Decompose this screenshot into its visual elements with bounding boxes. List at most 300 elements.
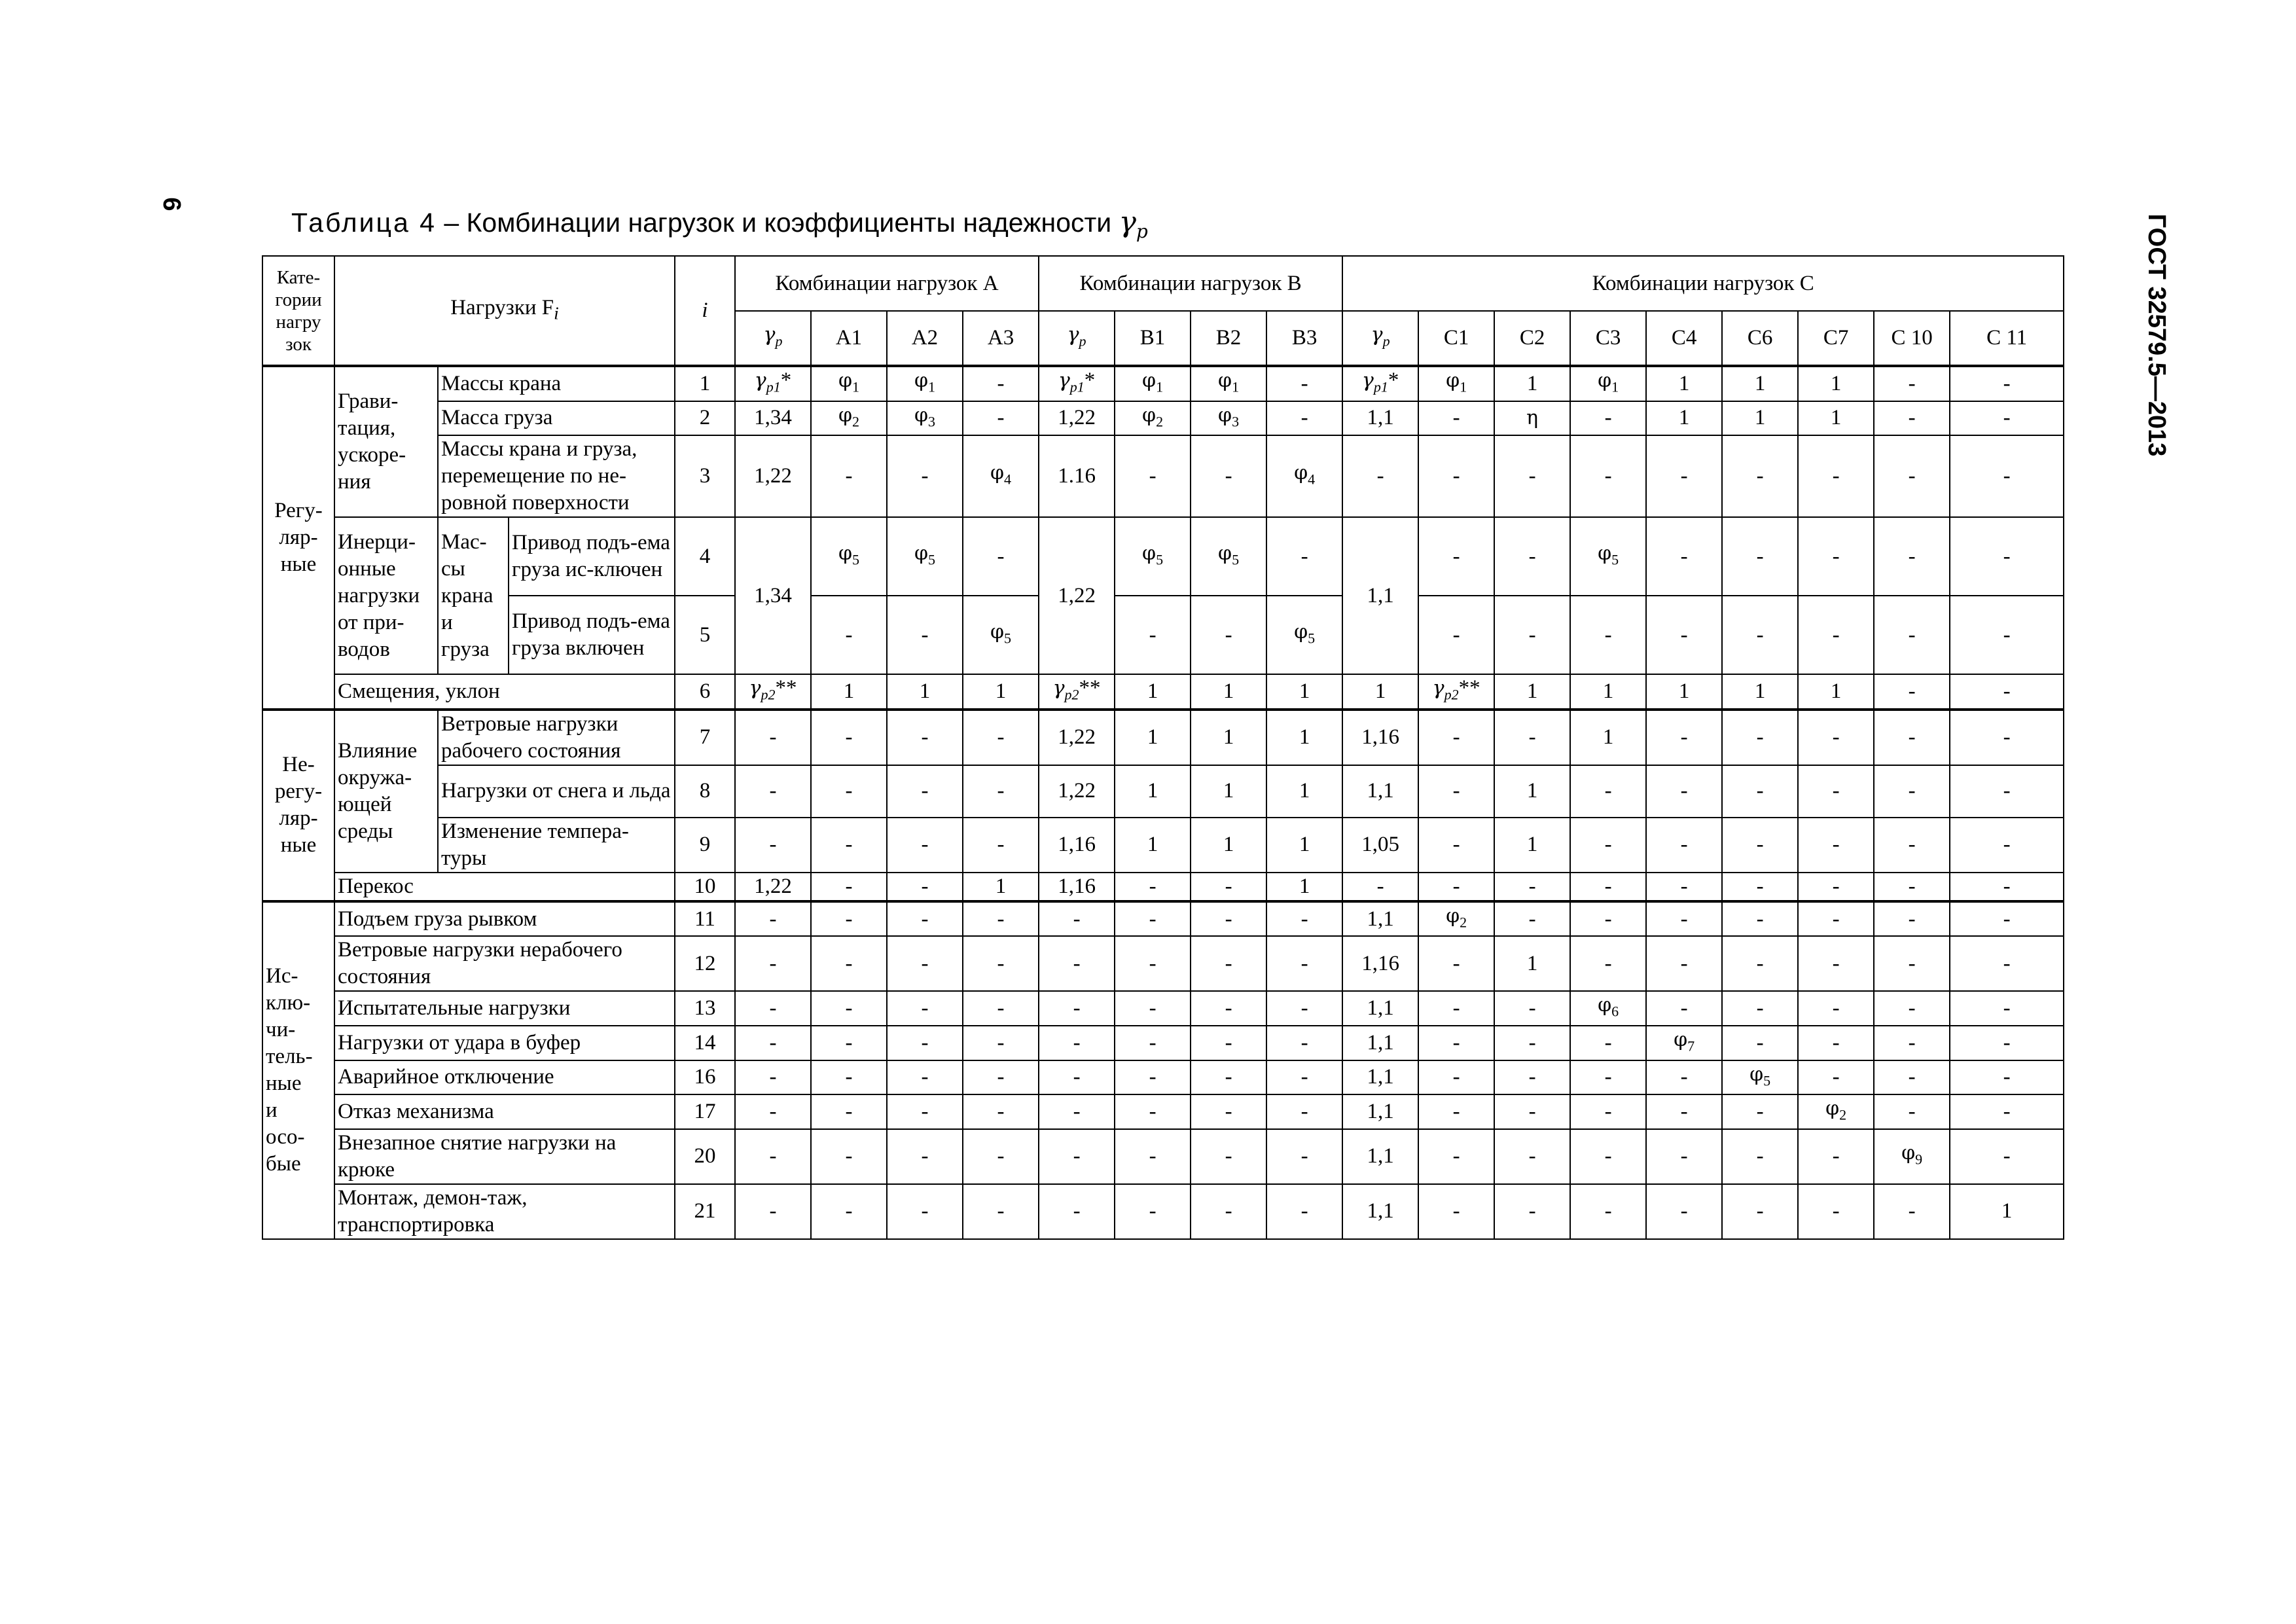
- symbol-phi: φ: [1674, 1028, 1688, 1051]
- header-comb-a: Комбинации нагрузок А: [735, 256, 1039, 311]
- value-cell: [887, 366, 963, 401]
- value-cell: 1,16: [1342, 710, 1418, 765]
- value-cell: -: [1950, 1094, 2064, 1129]
- gamma-p-symbol: γ: [1371, 323, 1383, 347]
- value-cell: 1,1: [1342, 1094, 1418, 1129]
- table-row: [262, 366, 2064, 401]
- value-cell: -: [1798, 765, 1874, 818]
- value-cell: -: [1418, 991, 1494, 1026]
- value-cell: -: [1874, 936, 1950, 991]
- table-row: [262, 991, 2064, 1026]
- value-cell: -: [1266, 901, 1342, 937]
- value-cell: -: [1191, 1026, 1266, 1060]
- header-gamma-p: [1342, 311, 1418, 366]
- value-cell: -: [735, 1184, 811, 1239]
- symbol-phi: φ: [990, 461, 1005, 485]
- symbol-subscript: 5: [1004, 630, 1012, 647]
- symbol-subscript: 5: [1156, 551, 1164, 568]
- value-cell: -: [1874, 1060, 1950, 1095]
- gamma-p-symbol: γ: [763, 323, 776, 347]
- value-cell: 1,22: [1039, 765, 1115, 818]
- value-cell: 1: [963, 873, 1039, 901]
- value-cell: -: [811, 596, 887, 674]
- value-cell: -: [1266, 1026, 1342, 1060]
- value-cell: -: [1646, 936, 1722, 991]
- value-cell: -: [811, 1129, 887, 1184]
- value-cell: -: [1039, 1060, 1115, 1095]
- value-cell: 1,1: [1342, 901, 1418, 937]
- load-label: Ветровые нагрузки нерабочего состояния: [334, 936, 675, 991]
- row-index: 3: [675, 435, 735, 517]
- value-cell: -: [1494, 1094, 1570, 1129]
- value-cell: -: [887, 818, 963, 873]
- value-cell: -: [1115, 1094, 1191, 1129]
- symbol-subscript: 5: [928, 551, 936, 568]
- value-cell: 1,22: [735, 435, 811, 517]
- value-cell: 1: [1950, 1184, 2064, 1239]
- value-cell: -: [1722, 596, 1798, 674]
- value-cell: -: [735, 710, 811, 765]
- value-cell: -: [1266, 936, 1342, 991]
- symbol-phi: φ: [990, 620, 1005, 643]
- value-cell: -: [1950, 401, 2064, 436]
- value-cell: -: [1418, 710, 1494, 765]
- value-cell: -: [1570, 765, 1646, 818]
- value-cell: -: [1950, 901, 2064, 937]
- value-cell: $\gamma_{p1}*$: [735, 366, 811, 401]
- value-cell: -: [1722, 1094, 1798, 1129]
- value-cell: 1: [1722, 366, 1798, 401]
- header-gamma-p: [735, 311, 811, 366]
- load-label: Привод подъ-ема груза включен: [509, 596, 675, 674]
- value-cell: -: [1418, 1094, 1494, 1129]
- value-cell: -: [1950, 517, 2064, 596]
- value-cell: [811, 401, 887, 436]
- header-row-1: [262, 256, 2064, 311]
- value-cell: -: [1798, 596, 1874, 674]
- value-cell: -: [887, 936, 963, 991]
- symbol-subscript: 1: [1156, 378, 1164, 395]
- symbol-phi: φ: [1218, 369, 1232, 392]
- value-cell: 1,22: [1039, 710, 1115, 765]
- value-cell: 1: [1266, 765, 1342, 818]
- value-cell: -: [1722, 765, 1798, 818]
- value-cell: [1418, 901, 1494, 937]
- value-cell: -: [1874, 765, 1950, 818]
- value-cell: -: [735, 936, 811, 991]
- value-cell: -: [1418, 1184, 1494, 1239]
- group-gravity: Грави- тация, ускоре- ния: [334, 366, 438, 517]
- value-cell: -: [1570, 936, 1646, 991]
- row-index: 14: [675, 1026, 735, 1060]
- row-index: 4: [675, 517, 735, 596]
- table-row: [262, 517, 2064, 596]
- table-row: [262, 1094, 2064, 1129]
- load-label: Привод подъ-ема груза ис-ключен: [509, 517, 675, 596]
- value-cell: 1: [1115, 674, 1191, 710]
- value-cell: -: [1418, 1129, 1494, 1184]
- symbol-phi: φ: [838, 541, 853, 565]
- symbol-phi: φ: [1598, 994, 1612, 1017]
- value-cell: 1,34: [735, 401, 811, 436]
- value-cell: -: [1722, 435, 1798, 517]
- symbol-subscript: 1: [1611, 378, 1619, 395]
- symbol-phi: φ: [1446, 369, 1460, 392]
- value-cell: -: [811, 991, 887, 1026]
- value-cell: 1: [1494, 818, 1570, 873]
- value-cell: -: [1191, 991, 1266, 1026]
- value-cell: -: [1874, 401, 1950, 436]
- value-cell: -: [963, 991, 1039, 1026]
- value-cell: -: [1266, 1094, 1342, 1129]
- symbol-subscript: 1: [1460, 378, 1467, 395]
- value-cell: -: [1722, 517, 1798, 596]
- value-cell: -: [1798, 1129, 1874, 1184]
- symbol-phi: φ: [914, 541, 929, 565]
- value-cell: 1: [1191, 710, 1266, 765]
- value-cell: -: [1418, 401, 1494, 436]
- value-cell: -: [1950, 936, 2064, 991]
- value-cell: $\gamma_{p2}**$: [1039, 674, 1115, 710]
- value-cell: $\gamma_{p1}*$: [1342, 366, 1418, 401]
- value-cell: -: [1266, 517, 1342, 596]
- symbol-subscript: 9: [1915, 1151, 1923, 1168]
- value-cell: 1,1: [1342, 517, 1418, 674]
- value-cell: -: [963, 1184, 1039, 1239]
- value-cell: [1494, 401, 1570, 436]
- value-cell: -: [1570, 873, 1646, 901]
- value-cell: -: [1798, 710, 1874, 765]
- value-cell: -: [1874, 517, 1950, 596]
- value-cell: -: [1646, 1060, 1722, 1095]
- value-cell: -: [1874, 991, 1950, 1026]
- value-cell: -: [811, 901, 887, 937]
- value-cell: -: [1950, 596, 2064, 674]
- table-row: [262, 818, 2064, 873]
- value-cell: [1418, 366, 1494, 401]
- table-row: [262, 596, 2064, 674]
- value-cell: -: [1798, 1026, 1874, 1060]
- value-cell: -: [1950, 765, 2064, 818]
- value-cell: 1: [1722, 401, 1798, 436]
- symbol-subscript: 7: [1687, 1038, 1695, 1055]
- value-cell: -: [1874, 710, 1950, 765]
- table-row: [262, 674, 2064, 710]
- symbol-subscript: 2: [1839, 1106, 1847, 1123]
- value-cell: -: [1494, 435, 1570, 517]
- symbol-subscript: 2: [1156, 413, 1164, 430]
- value-cell: [1115, 517, 1191, 596]
- value-cell: 1,22: [735, 873, 811, 901]
- row-index: 21: [675, 1184, 735, 1239]
- value-cell: 1,1: [1342, 1184, 1418, 1239]
- value-cell: -: [1722, 710, 1798, 765]
- value-cell: -: [1722, 901, 1798, 937]
- header-loads-text: Нагрузки F: [450, 296, 554, 320]
- value-cell: -: [887, 435, 963, 517]
- value-cell: -: [1418, 1060, 1494, 1095]
- value-cell: -: [963, 1060, 1039, 1095]
- value-cell: -: [1798, 873, 1874, 901]
- symbol-subscript: p2: [1444, 686, 1459, 703]
- gamma-p-sub: p: [1079, 333, 1086, 350]
- value-cell: -: [1418, 435, 1494, 517]
- row-index: 6: [675, 674, 735, 710]
- symbol-subscript: 1: [928, 378, 936, 395]
- load-label: Массы крана и груза, перемещение по не-ровной поверхности: [438, 435, 675, 517]
- symbol-subscript: p1: [766, 378, 781, 395]
- value-cell: -: [963, 366, 1039, 401]
- value-cell: -: [1039, 1184, 1115, 1239]
- value-cell: [1570, 517, 1646, 596]
- value-cell: -: [1115, 1184, 1191, 1239]
- value-cell: -: [1798, 435, 1874, 517]
- value-cell: -: [1039, 991, 1115, 1026]
- value-cell: -: [1115, 596, 1191, 674]
- value-cell: -: [1418, 818, 1494, 873]
- value-cell: 1,16: [1039, 818, 1115, 873]
- value-cell: -: [1418, 517, 1494, 596]
- group-inertial: Инерци- онные нагрузки от при- водов: [334, 517, 438, 674]
- value-cell: 1: [1570, 674, 1646, 710]
- symbol-subscript: 5: [1232, 551, 1240, 568]
- row-index: 8: [675, 765, 735, 818]
- page-number: 6: [158, 197, 185, 211]
- caption-text: – Комбинации нагрузок и коэффициенты надежности: [436, 208, 1119, 238]
- value-cell: -: [1874, 818, 1950, 873]
- table-row: [262, 710, 2064, 765]
- value-cell: -: [1570, 435, 1646, 517]
- value-cell: -: [1418, 936, 1494, 991]
- header-col-c4: C4: [1646, 311, 1722, 366]
- value-cell: -: [1342, 873, 1418, 901]
- value-cell: -: [1646, 1094, 1722, 1129]
- value-cell: 1: [1722, 674, 1798, 710]
- value-cell: -: [1191, 435, 1266, 517]
- value-cell: -: [887, 765, 963, 818]
- symbol-subscript: 1: [852, 378, 860, 395]
- value-cell: -: [1266, 1129, 1342, 1184]
- value-cell: -: [1115, 435, 1191, 517]
- value-cell: -: [1570, 1129, 1646, 1184]
- value-cell: 1,1: [1342, 1026, 1418, 1060]
- table-row: [262, 1026, 2064, 1060]
- category-irregular: Не- регу- ляр- ные: [262, 710, 334, 901]
- value-cell: -: [811, 1094, 887, 1129]
- value-cell: -: [1494, 517, 1570, 596]
- row-index: 20: [675, 1129, 735, 1184]
- value-cell: 1: [1570, 710, 1646, 765]
- value-cell: 1: [1798, 401, 1874, 436]
- value-cell: 1,05: [1342, 818, 1418, 873]
- value-cell: -: [1494, 1129, 1570, 1184]
- value-cell: -: [1494, 710, 1570, 765]
- value-cell: -: [1115, 901, 1191, 937]
- value-cell: -: [887, 991, 963, 1026]
- category-exceptional: Ис- клю- чи- тель- ные и осо- бые: [262, 901, 334, 1239]
- header-col-c1: C1: [1418, 311, 1494, 366]
- value-cell: -: [963, 818, 1039, 873]
- value-cell: -: [1874, 596, 1950, 674]
- value-cell: -: [1722, 818, 1798, 873]
- value-cell: -: [1950, 366, 2064, 401]
- value-cell: [963, 596, 1039, 674]
- value-cell: -: [1494, 1060, 1570, 1095]
- value-cell: -: [1115, 1026, 1191, 1060]
- load-label: Внезапное снятие нагрузки на крюке: [334, 1129, 675, 1184]
- value-cell: 1: [1798, 366, 1874, 401]
- symbol-phi: φ: [1901, 1142, 1916, 1165]
- row-index: 17: [675, 1094, 735, 1129]
- value-cell: -: [1874, 1026, 1950, 1060]
- load-label: Испытательные нагрузки: [334, 991, 675, 1026]
- value-cell: -: [1039, 1094, 1115, 1129]
- value-cell: -: [1646, 991, 1722, 1026]
- value-cell: 1,1: [1342, 401, 1418, 436]
- value-cell: 1,34: [735, 517, 811, 674]
- value-cell: -: [1798, 818, 1874, 873]
- value-cell: -: [1646, 710, 1722, 765]
- value-cell: -: [1950, 1129, 2064, 1184]
- value-cell: -: [1418, 765, 1494, 818]
- header-i: i: [675, 256, 735, 366]
- row-index: 9: [675, 818, 735, 873]
- value-cell: 1: [1266, 818, 1342, 873]
- value-cell: [1798, 1094, 1874, 1129]
- value-cell: 1: [1646, 401, 1722, 436]
- value-cell: -: [1950, 435, 2064, 517]
- value-cell: 1.16: [1039, 435, 1115, 517]
- value-cell: -: [963, 1129, 1039, 1184]
- table-row: [262, 873, 2064, 901]
- value-cell: -: [1950, 1060, 2064, 1095]
- value-cell: 1: [1191, 674, 1266, 710]
- value-cell: 1: [1494, 366, 1570, 401]
- value-cell: -: [1722, 991, 1798, 1026]
- header-col-a1: A1: [811, 311, 887, 366]
- row-index: 1: [675, 366, 735, 401]
- symbol-phi: φ: [914, 403, 929, 427]
- caption-label: Таблица 4: [291, 208, 437, 238]
- value-cell: -: [1266, 401, 1342, 436]
- value-cell: -: [1646, 901, 1722, 937]
- value-cell: [1115, 366, 1191, 401]
- value-cell: -: [1722, 873, 1798, 901]
- header-col-c2: C2: [1494, 311, 1570, 366]
- value-cell: 1: [1494, 674, 1570, 710]
- caption-gamma: γ: [1119, 206, 1136, 239]
- symbol-subscript: 5: [1763, 1072, 1771, 1089]
- value-cell: 1,1: [1342, 765, 1418, 818]
- load-label: Нагрузки от удара в буфер: [334, 1026, 675, 1060]
- table-row: [262, 401, 2064, 436]
- value-cell: -: [735, 765, 811, 818]
- value-cell: 1: [1494, 765, 1570, 818]
- value-cell: -: [1950, 991, 2064, 1026]
- value-cell: -: [1570, 1026, 1646, 1060]
- symbol-subscript: 6: [1611, 1003, 1619, 1020]
- value-cell: -: [1646, 765, 1722, 818]
- symbol-subscript: 3: [928, 413, 936, 430]
- value-cell: -: [1570, 401, 1646, 436]
- value-cell: -: [1950, 1026, 2064, 1060]
- value-cell: -: [1342, 435, 1418, 517]
- loads-table: [262, 255, 2064, 1240]
- load-label: Подъем груза рывком: [334, 901, 675, 937]
- value-cell: -: [811, 1184, 887, 1239]
- value-cell: -: [887, 1094, 963, 1129]
- load-label: Монтаж, демон-таж, транспортировка: [334, 1184, 675, 1239]
- table-row: [262, 1184, 2064, 1239]
- value-cell: -: [1494, 901, 1570, 937]
- value-cell: 1,16: [1342, 936, 1418, 991]
- value-cell: 1: [1646, 674, 1722, 710]
- load-label: Аварийное отключение: [334, 1060, 675, 1095]
- value-cell: -: [1039, 901, 1115, 937]
- value-cell: -: [1874, 901, 1950, 937]
- group-masses: Мас- сы крана и груза: [438, 517, 509, 674]
- symbol-phi: φ: [1142, 403, 1157, 427]
- header-col-a3: A3: [963, 311, 1039, 366]
- value-cell: -: [1646, 873, 1722, 901]
- value-cell: -: [1039, 1129, 1115, 1184]
- standard-id: ГОСТ 32579.5—2013: [2143, 213, 2170, 457]
- value-cell: -: [811, 873, 887, 901]
- symbol-subscript: 1: [1232, 378, 1240, 395]
- row-index: 5: [675, 596, 735, 674]
- symbol-subscript: p1: [1373, 378, 1388, 395]
- value-cell: -: [735, 1060, 811, 1095]
- value-cell: -: [735, 1129, 811, 1184]
- header-col-b1: B1: [1115, 311, 1191, 366]
- symbol-gamma: γ: [1052, 677, 1065, 700]
- value-cell: -: [887, 901, 963, 937]
- value-cell: 1: [1266, 710, 1342, 765]
- symbol-phi: φ: [1598, 541, 1612, 565]
- symbol-subscript: 4: [1004, 471, 1012, 488]
- gamma-p-sub: p: [775, 333, 783, 350]
- header-gamma-p: [1039, 311, 1115, 366]
- symbol-phi: φ: [1749, 1062, 1764, 1086]
- value-cell: -: [1115, 991, 1191, 1026]
- value-cell: -: [1722, 936, 1798, 991]
- value-cell: -: [735, 1026, 811, 1060]
- value-cell: -: [1798, 936, 1874, 991]
- value-cell: [963, 435, 1039, 517]
- symbol-subscript: 2: [1460, 914, 1467, 931]
- value-cell: -: [1570, 1184, 1646, 1239]
- header-col-b3: B3: [1266, 311, 1342, 366]
- value-cell: -: [735, 818, 811, 873]
- symbol-gamma: γ: [749, 677, 761, 700]
- row-index: 11: [675, 901, 735, 937]
- value-cell: -: [1874, 1094, 1950, 1129]
- value-cell: -: [887, 1060, 963, 1095]
- value-cell: -: [1570, 818, 1646, 873]
- value-cell: 1,16: [1039, 873, 1115, 901]
- symbol-gamma: γ: [1432, 677, 1444, 700]
- value-cell: 1: [963, 674, 1039, 710]
- value-cell: -: [1798, 1060, 1874, 1095]
- value-cell: -: [963, 710, 1039, 765]
- value-cell: -: [811, 818, 887, 873]
- value-cell: -: [1874, 674, 1950, 710]
- value-cell: -: [887, 873, 963, 901]
- table-row: [262, 765, 2064, 818]
- table-row: [262, 936, 2064, 991]
- value-cell: -: [1494, 991, 1570, 1026]
- value-cell: -: [963, 1026, 1039, 1060]
